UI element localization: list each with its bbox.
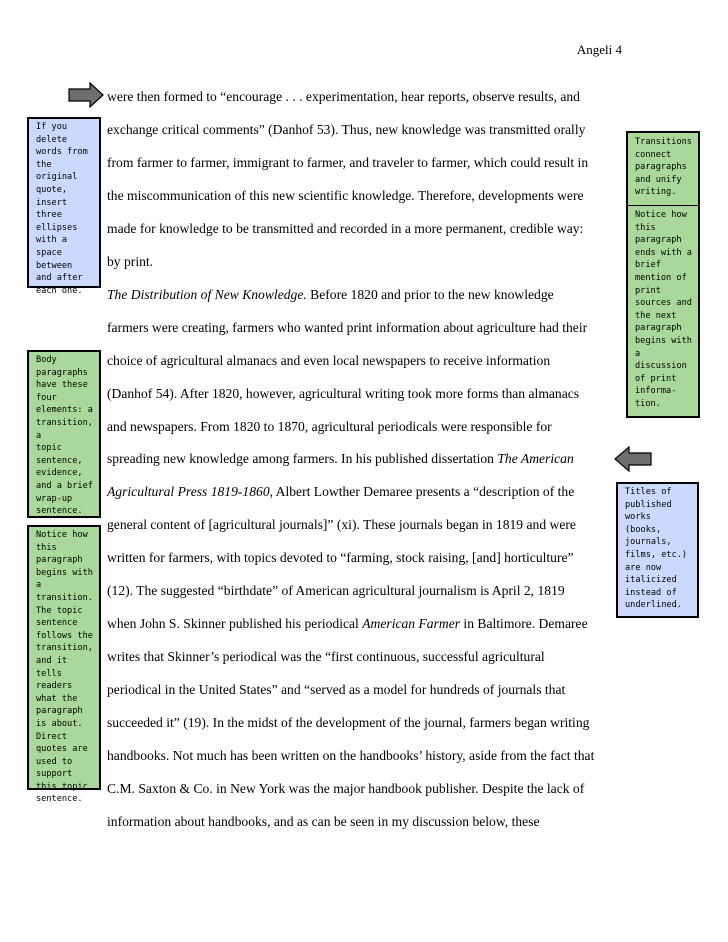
body-text-segment: Before 1820 and prior to the new knowledge — [306, 286, 554, 302]
body-text-segment: , Albert Lowther Demaree presents a “description of the — [269, 484, 575, 500]
body-text-segment: general content of [agricultural journals]” (xi). These journals began in 1819 and were — [107, 517, 576, 533]
body-text-segment: by print. — [107, 253, 154, 269]
note-ellipses — [27, 117, 101, 296]
body-text-segment: from farmer to farmer, immigrant to farmer, and traveler to farmer, which could result in — [107, 154, 589, 170]
body-line — [107, 517, 576, 533]
body-line — [107, 386, 579, 402]
body-line — [107, 155, 588, 171]
body-line — [107, 616, 588, 632]
italic-title-text: Agricultural Press 1819-1860 — [107, 484, 270, 500]
body-line — [107, 122, 585, 138]
body-text-segment: made for knowledge to be transmitted and recorded in a more permanent, credible way: — [107, 220, 584, 236]
body-line — [107, 550, 574, 566]
body-text-segment: periodical in the United States” and “served as a model for hundreds of journals that — [107, 682, 566, 698]
body-text-segment: handbooks. Not much has been written on the handbooks’ history, aside from the fact that — [107, 748, 595, 763]
italic-title-text: The Distribution of New Knowledge. — [107, 286, 307, 302]
italic-title-text: American Farmer — [362, 616, 461, 632]
note-transition — [27, 525, 101, 805]
body-text-segment: (12). The suggested “birthdate” of American agricultural journalism is April 2, 1819 — [107, 583, 565, 599]
note-transition-text: Notice how this paragraph begins with a transition. The topic sentence follows the transition, and it tells readers what the paragraph is about. Direct quotes are used to support this topic sentence. — [36, 530, 93, 805]
body-text-segment: exchange critical comments” (Danhof 53). Thus, new knowledge was transmitted orally — [107, 121, 586, 137]
body-text-segment: the miscommunication of this new scientific knowledge. Therefore, developments were — [107, 187, 584, 203]
body-line — [107, 89, 580, 105]
body-line — [107, 649, 545, 665]
note-body-paragraphs-text: Body paragraphs have these four elements: a transition, a topic sentence, evidence, and a brief wrap-up sentence. — [36, 355, 93, 517]
body-line — [107, 484, 574, 500]
note-transitions-connect-text: Transitions connect paragraphs and unify writing. — [635, 137, 692, 198]
body-text-segment: in Baltimore. Demaree — [460, 616, 588, 632]
body-text-segment: succeeded it” (19). In the midst of the development of the journal, farmers began writing — [107, 715, 590, 731]
body-line — [107, 682, 565, 698]
body-text-segment: choice of agricultural almanacs and even local newspapers to receive information — [107, 352, 551, 368]
note-transitions-connect — [626, 131, 700, 418]
body-text-segment: information about handbooks, and as can be seen in my discussion below, these — [107, 813, 540, 829]
note-body-paragraphs — [27, 350, 101, 518]
left-arrow-icon — [614, 446, 652, 472]
note-ellipses-text: If you delete words from the original quote, insert three ellipses with a space between and after each one. — [36, 122, 88, 296]
body-line — [107, 814, 540, 830]
note-titles-text: Titles of published works (books, journals, films, etc.) are now italicized instead of underlined. — [625, 487, 688, 611]
body-line — [107, 221, 583, 237]
body-line — [107, 583, 565, 599]
body-line — [107, 188, 584, 204]
body-line — [107, 451, 574, 467]
body-text-segment: C.M. Saxton & Co. in New York was the major handbook publisher. Despite the lack of — [107, 780, 585, 796]
note-ends-with-text: Notice how this paragraph ends with a brief mention of print sources and the next paragraph begins with a discussion of print informa- tion. — [628, 205, 699, 411]
right-arrow-icon — [68, 82, 104, 108]
body-line — [107, 715, 589, 731]
italic-title-text: The American — [497, 451, 574, 467]
body-line — [107, 287, 554, 303]
body-line — [107, 781, 584, 797]
body-text-segment: (Danhof 54). After 1820, however, agricultural writing took more forms than almanacs — [107, 385, 580, 401]
body-text-segment: spreading new knowledge among farmers. In his published dissertation — [107, 451, 498, 467]
body-line — [107, 353, 550, 369]
body-line — [107, 254, 153, 270]
running-head: Angeli 4 — [576, 42, 622, 57]
body-text-segment: farmers were creating, farmers who wanted print information about agriculture had their — [107, 319, 588, 335]
body-text-segment: and newspapers. From 1820 to 1870, agricultural periodicals were responsible for — [107, 418, 552, 434]
body-text-segment: when John S. Skinner published his periodical — [107, 616, 363, 632]
body-text-segment: written for farmers, with topics devoted to “farming, stock raising, [and] horticulture” — [107, 550, 574, 566]
note-titles — [616, 482, 699, 618]
body-line — [107, 748, 594, 764]
body-line — [107, 320, 587, 336]
body-text-segment: were then formed to “encourage . . . experimentation, hear reports, observe results, and — [107, 89, 580, 104]
body-line — [107, 419, 552, 435]
body-text-segment: writes that Skinner’s periodical was the “first continuous, successful agricultural — [107, 649, 545, 665]
